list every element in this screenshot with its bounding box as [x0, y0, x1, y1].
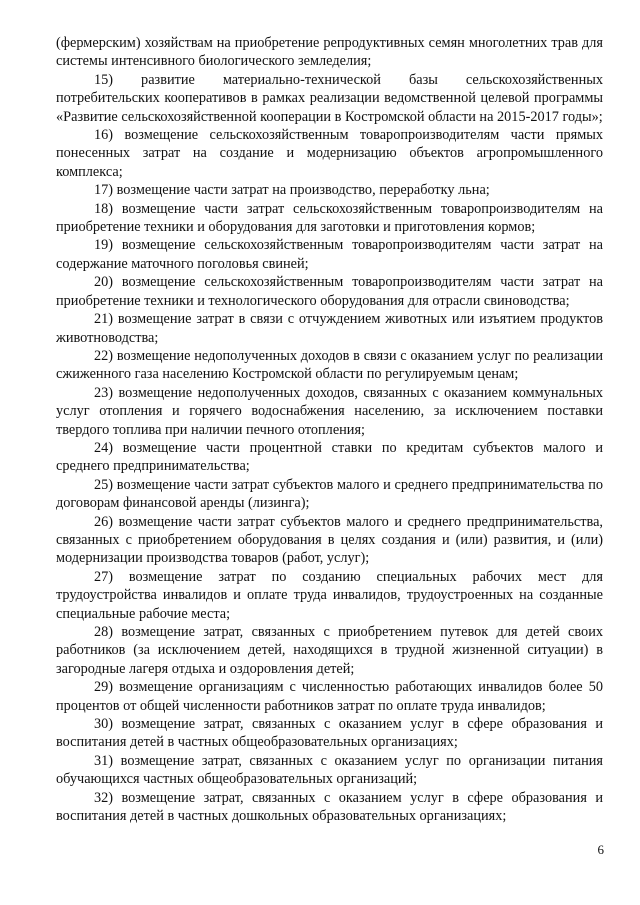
paragraph-item-32: 32) возмещение затрат, связанных с оказанием услуг в сфере образования и воспитания детей в частных дошкольных образовательных организациях; — [56, 789, 603, 825]
paragraph-item-29: 29) возмещение организациям с численностью работающих инвалидов более 50 процентов от общей численности работников затрат по оплате труда инвалидов; — [56, 679, 603, 714]
paragraph-item-17: 17) возмещение части затрат на производство, переработку льна; — [94, 182, 490, 199]
paragraph-item-26: 26) возмещение части затрат субъектов малого и среднего предпринимательства, связанных с приобретением оборудования в целях создания и (или) развития, и (или) модернизации производства товаров (работ, услуг); — [56, 513, 603, 567]
paragraph-item-22: 22) возмещение недополученных доходов в связи с оказанием услуг по реализации сжиженного газа населению Костромской области по регулируемым ценам; — [56, 347, 603, 383]
paragraph-item-16: 16) возмещение сельскохозяйственным товаропроизводителям части прямых понесенных затрат на создание и модернизацию объектов агропромышленного комплекса; — [56, 127, 603, 180]
paragraph-item-21: 21) возмещение затрат в связи с отчуждением животных или изъятием продуктов животноводства; — [56, 311, 603, 346]
paragraph-item-20: 20) возмещение сельскохозяйственным товаропроизводителям части затрат на приобретение техники и технологического оборудования для отрасли свиноводства; — [56, 274, 603, 309]
paragraph-item-18: 18) возмещение части затрат сельскохозяйственным товаропроизводителям на приобретение техники и оборудования для заготовки и приготовления кормов; — [56, 200, 603, 236]
document-body — [56, 34, 603, 825]
paragraph-item-19: 19) возмещение сельскохозяйственным товаропроизводителям части затрат на содержание маточного поголовья свиней; — [56, 237, 603, 272]
paragraph-item-30: 30) возмещение затрат, связанных с оказанием услуг в сфере образования и воспитания детей в частных общеобразовательных организациях; — [56, 716, 603, 751]
paragraph-item-25: 25) возмещение части затрат субъектов малого и среднего предпринимательства по договорам финансовой аренды (лизинга); — [56, 476, 603, 512]
paragraph-item-31: 31) возмещение затрат, связанных с оказанием услуг по организации питания обучающихся частных общеобразовательных организаций; — [56, 752, 603, 788]
paragraph-item-24: 24) возмещение части процентной ставки по кредитам субъектов малого и среднего предпринимательства; — [56, 439, 603, 475]
paragraph-item-28: 28) возмещение затрат, связанных с приобретением путевок для детей своих работников (за исключением детей, находящихся в трудной жизненной ситуации) в загородные лагеря отдыха и оздоровления детей; — [56, 624, 603, 677]
paragraph-item-27: 27) возмещение затрат по созданию специальных рабочих мест для трудоустройства инвалидов и оплате труда инвалидов, трудоустроенных на созданные специальные рабочие места; — [56, 568, 603, 622]
paragraph-item-23: 23) возмещение недополученных доходов, связанных с оказанием коммунальных услуг отопления и горячего водоснабжения населению, за исключением поставки твердого топлива при наличии печного отопления; — [56, 384, 603, 438]
paragraph-continuation: (фермерским) хозяйствам на приобретение репродуктивных семян многолетних трав для системы интенсивного биологического земледелия; — [56, 35, 603, 70]
paragraph-item-15: 15) развитие материально-технической базы сельскохозяйственных потребительских кооперативов в рамках реализации ведомственной целевой программы «Развитие сельскохозяйственной кооперации в Костромской области на 2015-2017 годы»; — [56, 71, 603, 125]
page-number: 6 — [597, 842, 604, 857]
